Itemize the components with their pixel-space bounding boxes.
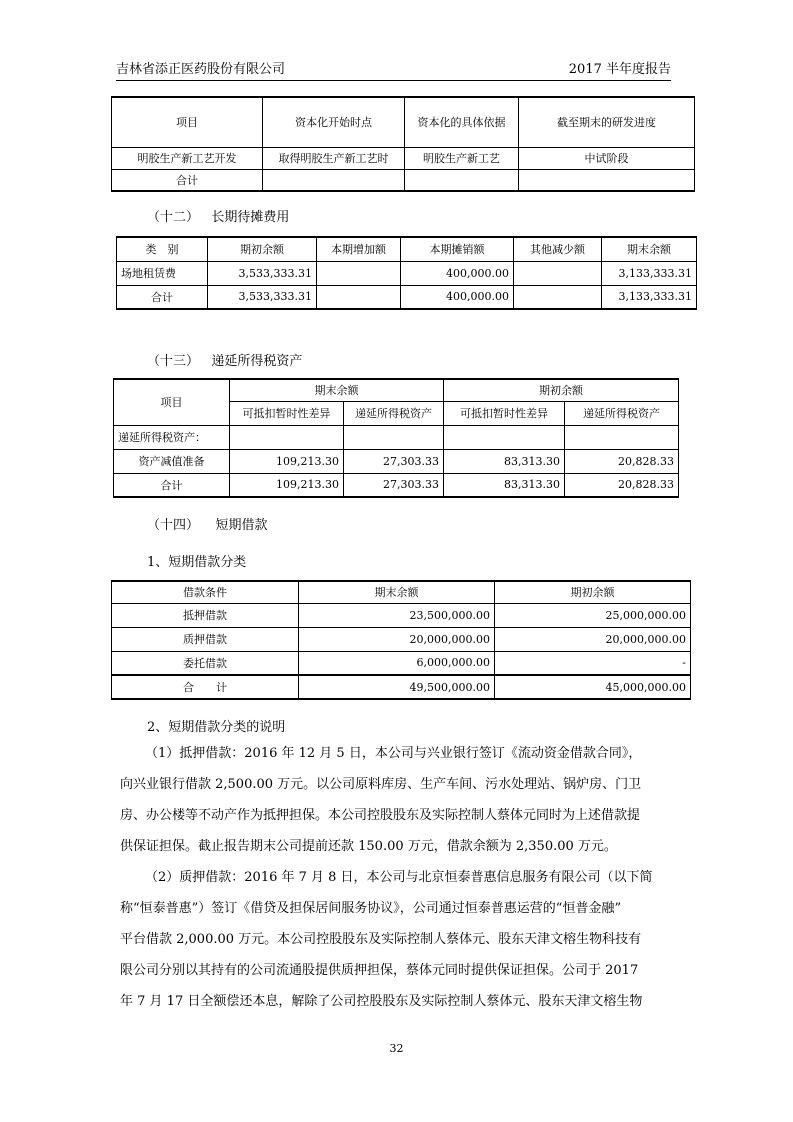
paragraph-line: 房、办公楼等不动产作为抵押担保。本公司控股股东及实际控制人蔡体元同时为上述借款提 xyxy=(120,808,641,823)
section-number: （十二） xyxy=(147,210,200,225)
header-cell: 期末余额 xyxy=(602,237,697,261)
paragraph-line: 供保证担保。截止报告期末公司提前还款 150.00 万元，借款余额为 2,350.00 万元。 xyxy=(120,839,617,854)
short-term-loans-table xyxy=(111,580,691,700)
cell: 83,313.30 xyxy=(444,449,565,473)
cell: - xyxy=(495,651,691,675)
header-cell: 借款条件 xyxy=(112,581,299,603)
report-title: 2017 半年度报告 xyxy=(568,62,671,77)
cell: 20,000,000.00 xyxy=(299,627,495,651)
header-cell: 可抵扣暂时性差异 xyxy=(444,401,565,425)
company-name: 吉林省添正医药股份有限公司 xyxy=(116,62,286,77)
page-header xyxy=(116,58,671,81)
cell: 27,303.33 xyxy=(344,449,444,473)
cell: 3,533,333.31 xyxy=(208,261,317,285)
table-row xyxy=(112,627,691,651)
table-header-row xyxy=(112,581,691,603)
paragraph-line: 年 7 月 17 日全额偿还本息，解除了公司控股股东及实际控制人蔡体元、股东天津文榕生物 xyxy=(120,994,643,1009)
table-row xyxy=(112,675,691,699)
table-header-row xyxy=(117,237,697,261)
cell: 抵押借款 xyxy=(112,603,299,627)
cell: 400,000.00 xyxy=(401,285,514,309)
cell: 109,213.30 xyxy=(230,449,344,473)
cell: 6,000,000.00 xyxy=(299,651,495,675)
cell: 20,828.33 xyxy=(565,449,679,473)
subsection-heading: 2、短期借款分类的说明 xyxy=(147,720,286,735)
cell: 合 计 xyxy=(112,675,299,699)
subsection-heading: 1、短期借款分类 xyxy=(147,555,247,570)
table-header-row xyxy=(112,97,695,147)
cell: 45,000,000.00 xyxy=(495,675,691,699)
cell: 质押借款 xyxy=(112,627,299,651)
cell: 递延所得税资产： xyxy=(114,425,230,449)
header-cell: 期初余额 xyxy=(495,581,691,603)
header-cell: 项目 xyxy=(114,379,230,425)
cell xyxy=(514,261,602,285)
cell xyxy=(519,169,695,191)
cell xyxy=(565,425,679,449)
table-header-row xyxy=(114,379,679,401)
paragraph-line: （1）抵押借款：2016 年 12 月 5 日，本公司与兴业银行签订《流动资金借款合同》， xyxy=(145,746,642,761)
header-cell: 可抵扣暂时性差异 xyxy=(230,401,344,425)
cell: 3,133,333.31 xyxy=(602,261,697,285)
header-cell: 期初余额 xyxy=(444,379,679,401)
cell: 20,000,000.00 xyxy=(495,627,691,651)
table-row xyxy=(112,169,695,191)
cell: 明胶生产新工艺开发 xyxy=(112,147,263,169)
paragraph-line: 平台借款 2,000.00 万元。本公司控股股东及实际控制人蔡体元、股东天津文榕生物科技有 xyxy=(120,932,642,947)
long-term-prepaid-table xyxy=(116,236,697,310)
header-cell: 期初余额 xyxy=(208,237,317,261)
table-row xyxy=(114,449,679,473)
rd-capitalization-table xyxy=(111,96,695,192)
page-number: 32 xyxy=(389,1042,404,1055)
table-row xyxy=(112,651,691,675)
paragraph-line: （2）质押借款：2016 年 7 月 8 日，本公司与北京恒泰普惠信息服务有限公司（以下简 xyxy=(145,870,653,885)
section-heading-12 xyxy=(147,206,289,225)
cell xyxy=(317,285,401,309)
table-row xyxy=(114,473,679,497)
cell: 资产减值准备 xyxy=(114,449,230,473)
section-title: 递延所得税资产 xyxy=(211,354,303,369)
cell xyxy=(344,425,444,449)
cell: 20,828.33 xyxy=(565,473,679,497)
cell xyxy=(263,169,405,191)
header-cell: 递延所得税资产 xyxy=(565,401,679,425)
cell: 27,303.33 xyxy=(344,473,444,497)
table-row xyxy=(114,425,679,449)
deferred-tax-assets-table xyxy=(113,378,679,498)
cell: 109,213.30 xyxy=(230,473,344,497)
header-cell: 本期摊销额 xyxy=(401,237,514,261)
header-cell: 类 别 xyxy=(117,237,208,261)
cell: 合计 xyxy=(114,473,230,497)
cell: 明胶生产新工艺 xyxy=(405,147,519,169)
paragraph-line: 向兴业银行借款 2,500.00 万元。以公司原料库房、生产车间、污水处理站、锅炉房、门卫 xyxy=(120,777,642,792)
header-cell: 截至期末的研发进度 xyxy=(519,97,695,147)
cell: 49,500,000.00 xyxy=(299,675,495,699)
paragraph-line: 限公司分别以其持有的公司流通股提供质押担保，蔡体元同时提供保证担保。公司于 2017 xyxy=(120,963,639,978)
cell: 83,313.30 xyxy=(444,473,565,497)
cell: 3,533,333.31 xyxy=(208,285,317,309)
section-title: 短期借款 xyxy=(215,518,268,533)
table-row xyxy=(117,261,697,285)
cell xyxy=(405,169,519,191)
header-cell: 项目 xyxy=(112,97,263,147)
section-title: 长期待摊费用 xyxy=(211,210,290,225)
header-cell: 资本化开始时点 xyxy=(263,97,405,147)
table-row xyxy=(112,603,691,627)
section-heading-13 xyxy=(147,350,302,369)
cell: 场地租赁费 xyxy=(117,261,208,285)
header-cell: 本期增加额 xyxy=(317,237,401,261)
cell xyxy=(514,285,602,309)
header-cell: 递延所得税资产 xyxy=(344,401,444,425)
section-heading-14 xyxy=(147,514,268,533)
cell xyxy=(230,425,344,449)
header-cell: 期末余额 xyxy=(299,581,495,603)
paragraph-line: 称“恒泰普惠”）签订《借贷及担保居间服务协议》，公司通过恒泰普惠运营的“恒普金融” xyxy=(120,901,622,916)
cell: 取得明胶生产新工艺时 xyxy=(263,147,405,169)
cell: 委托借款 xyxy=(112,651,299,675)
cell: 合计 xyxy=(112,169,263,191)
cell: 合计 xyxy=(117,285,208,309)
cell xyxy=(317,261,401,285)
section-number: （十三） xyxy=(147,354,200,369)
table-row xyxy=(117,285,697,309)
table-row xyxy=(112,147,695,169)
cell: 3,133,333.31 xyxy=(602,285,697,309)
cell xyxy=(444,425,565,449)
header-cell: 期末余额 xyxy=(230,379,444,401)
cell: 400,000.00 xyxy=(401,261,514,285)
cell: 25,000,000.00 xyxy=(495,603,691,627)
cell: 中试阶段 xyxy=(519,147,695,169)
header-cell: 其他减少额 xyxy=(514,237,602,261)
header-cell: 资本化的具体依据 xyxy=(405,97,519,147)
cell: 23,500,000.00 xyxy=(299,603,495,627)
section-number: （十四） xyxy=(147,518,200,533)
